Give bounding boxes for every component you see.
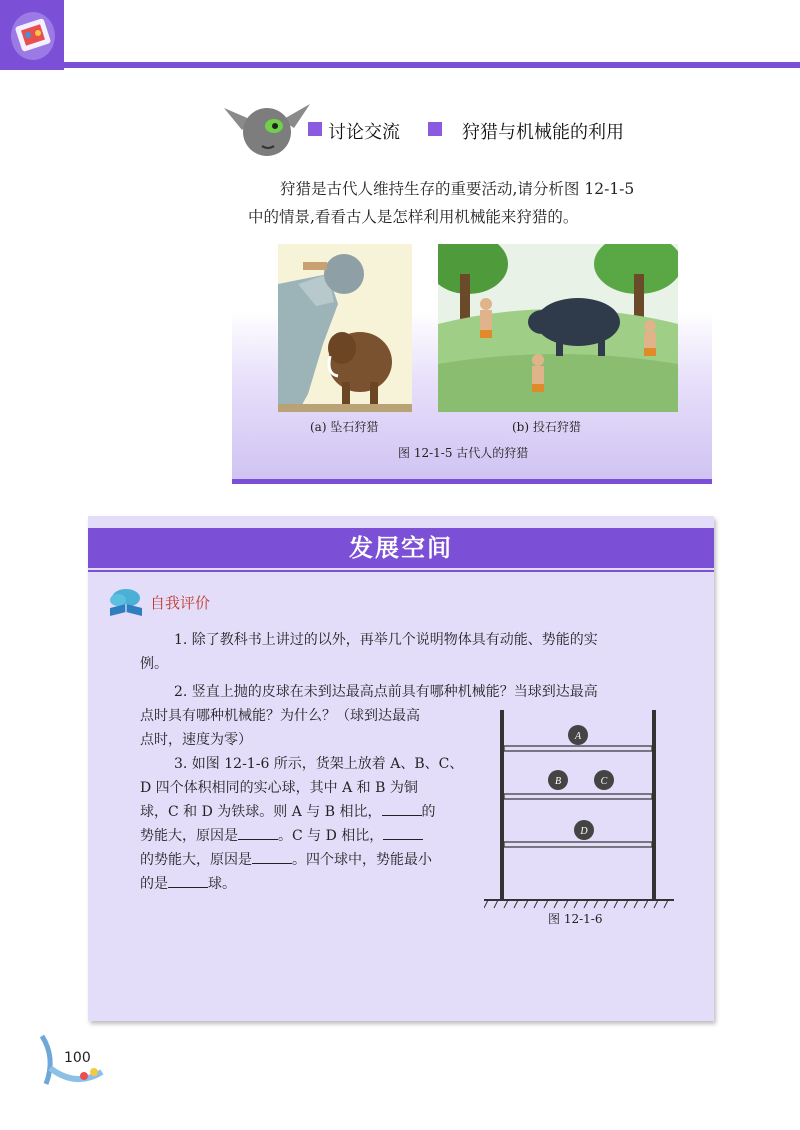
- figure-caption: 图 12-1-5 古代人的狩猎: [398, 446, 529, 460]
- q3-line3-text: 球，C 和 D 为铁球。则 A 与 B 相比，: [140, 804, 382, 820]
- blank-3[interactable]: [383, 825, 423, 840]
- self-evaluation-label: 自我评价: [150, 594, 211, 612]
- book-cloud-icon: [106, 586, 146, 618]
- question-3-line-4: [140, 824, 480, 848]
- ball-b-label: B: [554, 776, 562, 787]
- question-3: [140, 752, 480, 896]
- ball-a-label: A: [574, 731, 582, 742]
- tag-square-left: [308, 122, 322, 136]
- question-3-line-2: D 四个体积相同的实心球，其中 A 和 B 为铜: [140, 780, 418, 796]
- blank-5[interactable]: [168, 873, 208, 888]
- alien-mascot-icon: [222, 100, 312, 160]
- question-3-line-1: 3. 如图 12-1-6 所示，货架上放着 A、B、C、: [174, 756, 464, 772]
- figure-bottom-rule: [232, 479, 712, 484]
- stone-throwing-hunt-illustration: [438, 244, 678, 412]
- film-strip-icon: [8, 8, 58, 62]
- question-2-line-2: 点时具有哪种机械能？为什么？（球到达最高: [140, 708, 420, 724]
- q3-line4-a: 势能大，原因是: [140, 828, 238, 844]
- discussion-paragraph: [248, 175, 688, 231]
- blank-4[interactable]: [252, 849, 292, 864]
- blank-1[interactable]: [382, 801, 422, 816]
- q3-line6-a: 的是: [140, 876, 168, 892]
- question-1-line-1: 1. 除了教科书上讲过的以外，再举几个说明物体具有动能、势能的实: [174, 632, 598, 648]
- development-title-rule: [88, 570, 714, 572]
- page-number: 100: [64, 1050, 91, 1066]
- q3-line5-a: 的势能大，原因是: [140, 852, 252, 868]
- caption-b: (b) 投石狩猎: [512, 420, 581, 434]
- development-title: 发展空间: [88, 528, 714, 568]
- header-rule: [64, 62, 800, 68]
- discussion-tag: 讨论交流: [328, 122, 400, 143]
- discussion-heading: [222, 100, 692, 160]
- caption-a: (a) 坠石狩猎: [310, 420, 379, 434]
- q3-line4-b: 。C 与 D 相比，: [278, 828, 384, 844]
- blank-2[interactable]: [238, 825, 278, 840]
- q3-line6-b: 球。: [208, 876, 236, 892]
- question-3-line-3: [140, 800, 480, 824]
- top-header-bar: [0, 0, 800, 70]
- shelf-caption: 图 12-1-6: [548, 912, 603, 926]
- question-2-line-3: 点时，速度为零）: [140, 732, 252, 748]
- question-3-line-6: [140, 872, 480, 896]
- figure-12-1-5: [232, 236, 712, 484]
- ball-c-label: C: [600, 776, 608, 787]
- discussion-title: 狩猎与机械能的利用: [462, 122, 624, 143]
- question-1-line-2: 例。: [140, 656, 168, 672]
- paragraph-line-2: 中的情景,看看古人是怎样利用机械能来狩猎的。: [248, 208, 579, 226]
- q3-line3-end: 的: [421, 804, 436, 820]
- ball-d-label: D: [580, 826, 588, 837]
- tag-square-right: [428, 122, 442, 136]
- question-1: [140, 628, 700, 676]
- q3-line5-b: 。四个球中，势能最小: [292, 852, 432, 868]
- question-3-line-5: [140, 848, 480, 872]
- paragraph-line-1: 狩猎是古代人维持生存的重要活动,请分析图 12-1-5: [280, 180, 635, 198]
- falling-stone-hunt-illustration: [278, 244, 412, 412]
- question-2-line-1: 2. 竖直上抛的皮球在未到达最高点前具有哪种机械能？当球到达最高: [174, 684, 598, 700]
- shelf-diagram: [484, 706, 674, 910]
